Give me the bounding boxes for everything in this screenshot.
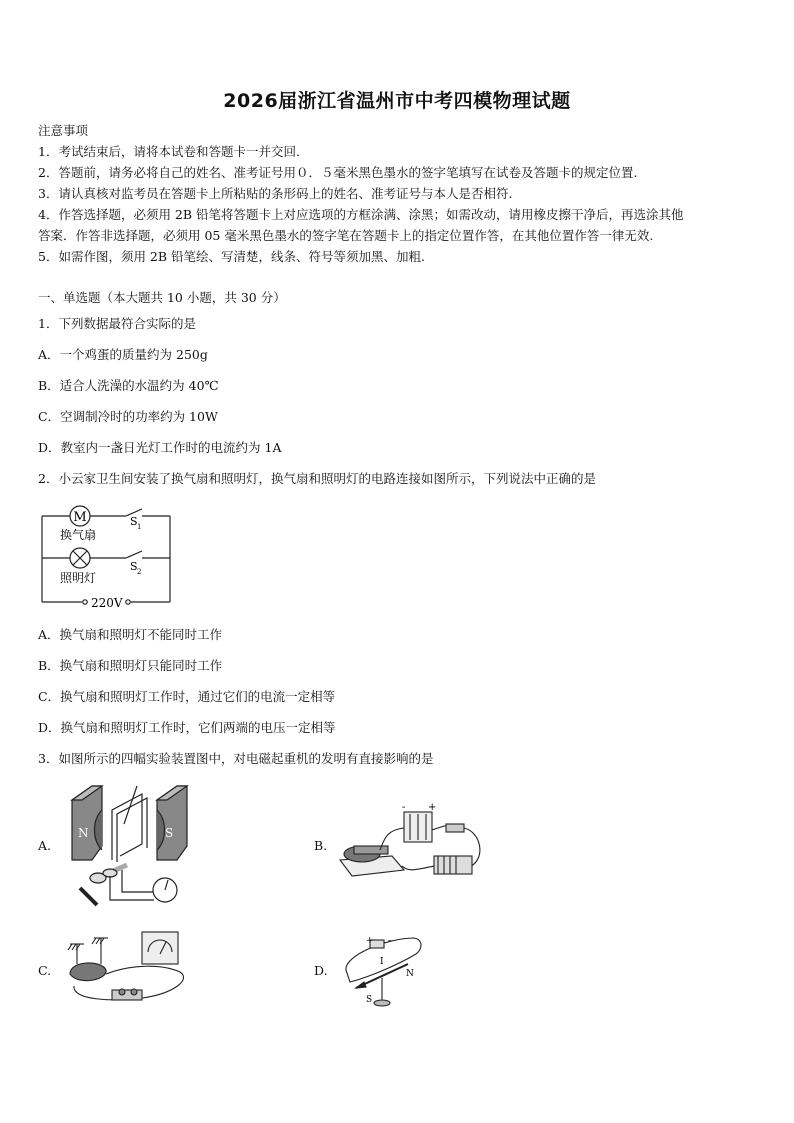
question-3-option-d-label: D. xyxy=(314,963,328,978)
question-3-option-c-label: C. xyxy=(38,963,52,978)
question-2-option-a: A．换气扇和照明灯不能同时工作 xyxy=(38,627,223,642)
figure-d-s: S xyxy=(366,995,373,1005)
question-2-stem: 2．小云家卫生间安装了换气扇和照明灯，换气扇和照明灯的电路连接如图所示，下列说法中正确的是 xyxy=(38,471,596,486)
notice-item: 5．如需作图，须用 2B 铅笔绘、写清楚，线条、符号等须加黑、加粗. xyxy=(38,249,426,264)
figure-d-oersted xyxy=(336,930,426,1010)
lamp-label: 照明灯 xyxy=(60,571,97,585)
section-heading: 一、单选题（本大题共 10 小题，共 30 分） xyxy=(38,290,286,305)
notice-item: 答案．作答非选择题，必须用 05 毫米黑色墨水的签字笔在答题卡上的指定位置作答，在其他位置作答一律无效. xyxy=(38,228,654,243)
voltage-label: 220V xyxy=(91,596,123,610)
question-2-option-b: B．换气扇和照明灯只能同时工作 xyxy=(38,658,223,673)
motor-symbol: M xyxy=(73,510,87,525)
switch-1-subscript: 1 xyxy=(137,523,142,531)
question-1-option-c: C．空调制冷时的功率约为 10W xyxy=(38,409,218,424)
notice-item: 2．答题前，请务必将自己的姓名、准考证号用０．５毫米黑色墨水的签字笔填写在试卷及答题卡的规定位置. xyxy=(38,165,638,180)
question-3-stem: 3．如图所示的四幅实验装置图中，对电磁起重机的发明有直接影响的是 xyxy=(38,751,434,766)
question-3-option-a-label: A. xyxy=(38,838,52,853)
question-2-option-c: C．换气扇和照明灯工作时，通过它们的电流一定相等 xyxy=(38,689,336,704)
question-3-option-b-label: B. xyxy=(314,838,328,853)
switch-2-subscript: 2 xyxy=(137,568,142,576)
notice-heading: 注意事项 xyxy=(38,123,89,138)
notice-item: 1．考试结束后，请将本试卷和答题卡一并交回. xyxy=(38,144,300,159)
figure-d-plus: + xyxy=(366,936,374,946)
figure-a-s-label: S xyxy=(165,826,174,840)
figure-a-generator xyxy=(62,780,192,912)
figure-c-circuit xyxy=(62,924,192,1012)
page-title: 2026届浙江省温州市中考四模物理试题 xyxy=(223,90,571,112)
question-1-option-d: D．教室内一盏日光灯工作时的电流约为 1A xyxy=(38,440,282,455)
figure-d-current: I xyxy=(380,957,384,967)
switch-2-label: S xyxy=(130,560,138,573)
figure-d-minus: - xyxy=(388,936,392,946)
figure-b-minus: - xyxy=(402,802,406,813)
notice-item: 3．请认真核对监考员在答题卡上所粘贴的条形码上的姓名、准考证号与本人是否相符. xyxy=(38,186,513,201)
notice-item: 4．作答选择题，必须用 2B 铅笔将答题卡上对应选项的方框涂满、涂黑；如需改动，请用橡皮擦干净后，再选涂其他 xyxy=(38,207,684,222)
figure-b-circuit xyxy=(336,800,486,886)
figure-a-n-label: N xyxy=(78,826,89,840)
question-2-option-d: D．换气扇和照明灯工作时，它们两端的电压一定相等 xyxy=(38,720,336,735)
switch-1-label: S xyxy=(130,515,138,528)
figure-b-plus: + xyxy=(428,802,437,813)
question-1-stem: 1．下列数据最符合实际的是 xyxy=(38,316,196,331)
question-1-option-b: B．适合人洗澡的水温约为 40℃ xyxy=(38,378,219,393)
switch-icon xyxy=(126,551,142,558)
figure-d-n: N xyxy=(406,969,414,979)
fan-label: 换气扇 xyxy=(60,528,97,542)
circuit-diagram xyxy=(38,500,178,612)
question-1-option-a: A．一个鸡蛋的质量约为 250g xyxy=(38,347,208,362)
